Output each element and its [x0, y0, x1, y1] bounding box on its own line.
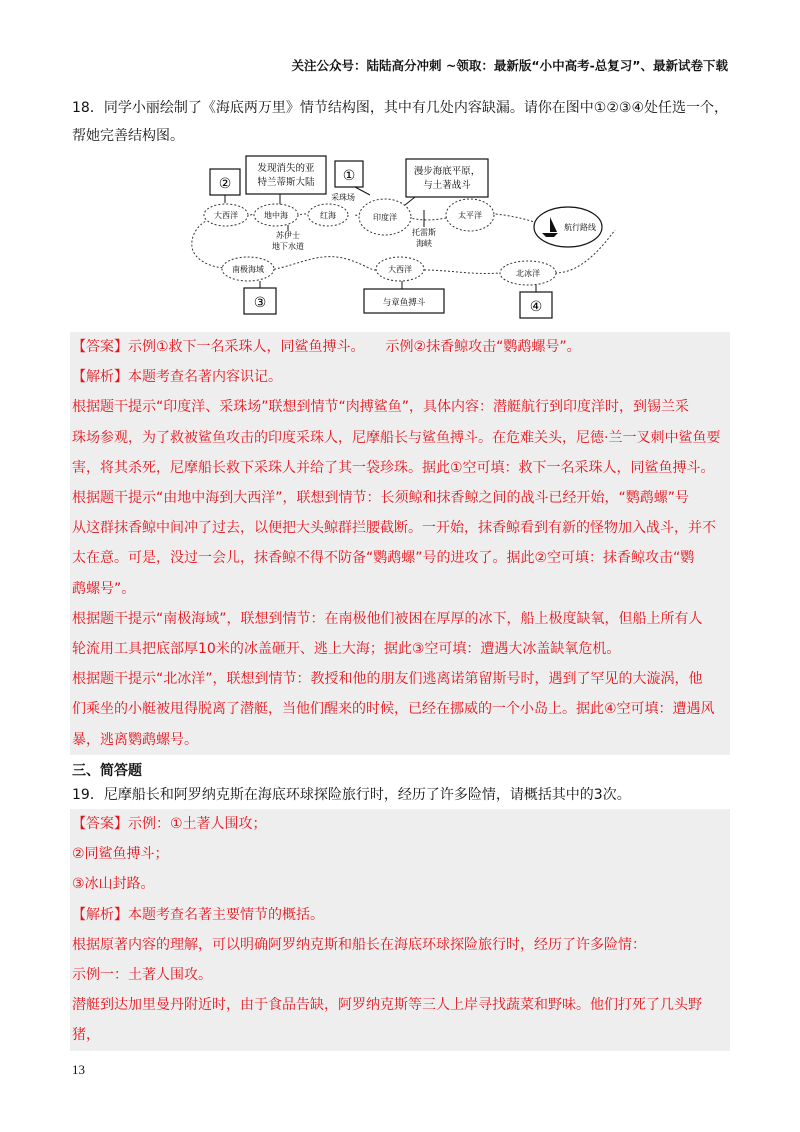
answer-line: ②同鲨鱼搏斗；	[72, 846, 169, 863]
plot-structure-diagram	[180, 155, 620, 325]
answer-line: 珠场参观，为了救被鲨鱼攻击的印度采珠人，尼摩船长与鲨鱼搏斗。在危难关头，尼德·兰一叉刺中鲨鱼要	[72, 429, 721, 446]
page-header: 关注公众号：陆陆高分冲刺 ~领取：最新版“小中高考-总复习”、最新试卷下载	[291, 58, 728, 73]
plain-walk-text-2: 与土著战斗	[423, 180, 471, 191]
answer-line: 根据原著内容的理解，可以明确阿罗纳克斯和船长在海底环球探险旅行时，经历了许多险情：	[72, 936, 646, 953]
answer-line: 太在意。可是，没过一会儿，抹香鲸不得不防备“鹦鹉螺”号的进攻了。据此②空可填：抹香鲸攻击“鹦	[72, 550, 695, 567]
answer-19	[70, 809, 730, 1051]
answer-line: 暴，逃离鹦鹉螺号。	[72, 731, 198, 748]
route-legend-label: 航行路线	[564, 223, 596, 232]
blank-4-label: ④	[529, 299, 543, 315]
answer-line: 示例一：土著人围攻。	[72, 967, 212, 984]
answer-line: 们乘坐的小艇被甩得脱离了潜艇，当他们醒来的时候，已经在挪威的一个小岛上。据此④空可填：遭遇风	[72, 701, 715, 718]
answer-line: 从这群抹香鲸中间冲了过去，以便把大头鲸群拦腰截断。一开始，抹香鲸看到有新的怪物加入战斗，并不	[72, 520, 716, 537]
torres-label-2: 海峡	[416, 239, 432, 248]
answer-line: 鹉螺号”。	[72, 580, 136, 597]
answer-line: 根据题干提示“南极海域”，联想到情节：在南极他们被困在厚厚的冰下，船上极度缺氧，但船上所有人	[72, 610, 703, 627]
node-indian-label: 印度洋	[373, 213, 397, 222]
answer-line: 潜艇到达加里曼丹附近时，由于食品告缺，阿罗纳克斯等三人上岸寻找蔬菜和野味。他们打死了几头野猪，	[72, 997, 702, 1044]
atlantis-text-2: 特兰蒂斯大陆	[257, 177, 315, 188]
answer-line: 【解析】本题考查名著主要情节的概括。	[72, 906, 324, 923]
answer-line: 【答案】示例：①土著人围攻；	[72, 816, 267, 832]
node-antarctic-label: 南极海域	[232, 265, 264, 274]
question-19: 19．尼摩船长和阿罗纳克斯在海底环球探险旅行时，经历了许多险情，请概括其中的3次。	[72, 787, 631, 803]
answer-line: 轮流用工具把底部厚10米的冰盖砸开、逃上大海；据此③空可填：遭遇大冰盖缺氧危机。	[72, 641, 621, 658]
answer-line: 根据题干提示“北冰洋”，联想到情节：教授和他的朋友们逃离诺第留斯号时，遇到了罕见的大漩涡，他	[72, 671, 703, 688]
plain-walk-box	[406, 159, 488, 197]
atlantis-box	[246, 156, 326, 194]
suez-label-2: 地下水道	[272, 242, 304, 251]
node-arctic-label: 北冰洋	[516, 269, 540, 278]
answer-18	[70, 332, 730, 755]
section-heading: 三、简答题	[72, 763, 142, 779]
plain-walk-text-1: 漫步海底平原，	[413, 166, 481, 177]
answer-line: 【解析】本题考查名著内容识记。	[72, 369, 282, 386]
question-18-line: 18．同学小丽绘制了《海底两万里》情节结构图，其中有几处内容缺漏。请你在图中①②③④处任选一个，	[72, 100, 729, 116]
node-pacific-label: 太平洋	[458, 211, 482, 220]
node-atlantic-label: 大西洋	[214, 211, 238, 220]
question-18	[72, 94, 732, 150]
node-mediterranean-label: 地中海	[264, 211, 288, 220]
page-number: 13	[72, 1062, 85, 1077]
blank-2-label: ②	[218, 176, 232, 192]
node-red-sea-label: 红海	[320, 211, 336, 220]
answer-line: 害，将其杀死，尼摩船长救下采珠人并给了其一袋珍珠。据此①空可填：救下一名采珠人，同鲨鱼搏斗。	[72, 459, 715, 476]
answer-line: 根据题干提示“印度洋、采珠场”联想到情节“肉搏鲨鱼”，具体内容：潜艇航行到印度洋时，到锡兰采	[72, 399, 690, 416]
octopus-label: 与章鱼搏斗	[382, 298, 426, 308]
atlantis-text-1: 发现消失的亚	[257, 163, 315, 174]
answer-line: 根据题干提示“由地中海到大西洋”，联想到情节：长须鲸和抹香鲸之间的战斗已经开始，“鹦鹉螺”号	[72, 490, 690, 507]
blank-1-label: ①	[342, 168, 356, 184]
torres-label-1: 托雷斯	[412, 228, 436, 237]
question-18-line: 帮她完善结构图。	[72, 128, 184, 144]
node-atlantic-2-label: 大西洋	[388, 265, 412, 274]
caizhu-label: 采珠场	[331, 193, 355, 202]
suez-label-1: 苏伊士	[276, 231, 300, 240]
answer-line: 【答案】示例①救下一名采珠人，同鲨鱼搏斗。 示例②抹香鲸攻击“鹦鹉螺号”。	[72, 339, 581, 355]
answer-line: ③冰山封路。	[72, 876, 155, 893]
blank-3-label: ③	[253, 295, 267, 311]
